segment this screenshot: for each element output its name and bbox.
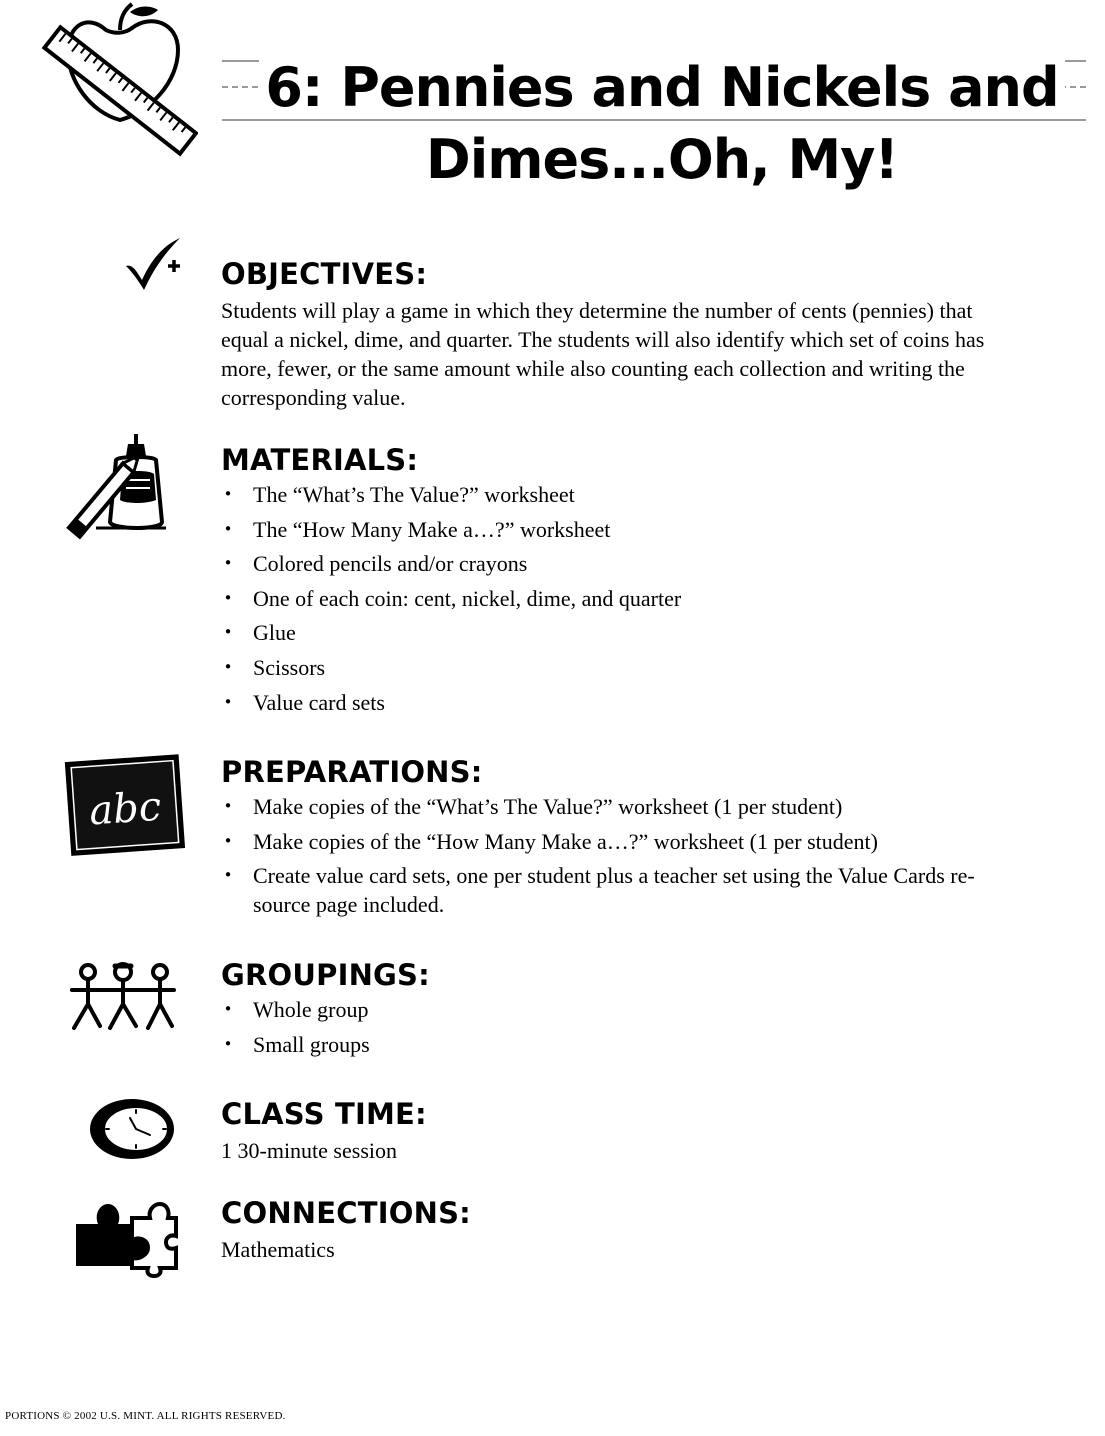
groupings-list — [221, 995, 1071, 1059]
objectives-text — [221, 296, 1071, 412]
chalkboard-abc-icon — [62, 750, 190, 862]
bullet: • — [223, 554, 233, 573]
bullet: • — [223, 1000, 233, 1018]
objectives-line-1: Students will play a game in which they determine the number of cents (pennies) that — [221, 298, 973, 323]
list-item-text: Colored pencils and/or crayons — [253, 551, 528, 577]
list-item-text: Create value card sets, one per student plus a teacher set using the Value Cards re- — [253, 863, 975, 889]
connections-text: Mathematics — [221, 1237, 335, 1262]
preparations-section — [221, 754, 1071, 925]
clock-icon — [86, 1094, 178, 1164]
apple-ruler-logo-icon — [28, 0, 198, 160]
list-item-text: Make copies of the “How Many Make a…?” worksheet (1 per student) — [253, 828, 878, 854]
bullet: • — [223, 588, 233, 607]
list-item — [221, 618, 1071, 647]
bullet: • — [223, 519, 233, 538]
preparations-heading: PREPARATIONS: — [221, 755, 483, 789]
list-item-text: The “What’s The Value?” worksheet — [253, 482, 575, 507]
objectives-section — [221, 256, 1071, 412]
class-time-text: 1 30-minute session — [221, 1138, 397, 1163]
checkmark-plus-icon — [122, 236, 186, 294]
objectives-line-2: equal a nickel, dime, and quarter. The students will also identify which set of coins has — [221, 327, 985, 352]
bullet: • — [223, 657, 233, 676]
chalkboard-text: abc — [87, 783, 163, 835]
bullet: • — [223, 797, 233, 815]
list-item-text: One of each coin: cent, nickel, dime, and quarter — [253, 585, 682, 611]
list-item-text: Value card sets — [253, 689, 385, 715]
bullet: • — [223, 1034, 233, 1053]
bullet: • — [223, 866, 233, 885]
bullet: • — [223, 485, 233, 503]
list-item — [221, 688, 1071, 717]
list-item-text: Whole group — [253, 997, 369, 1022]
list-item-text: Small groups — [253, 1031, 370, 1057]
list-item-text: The “How Many Make a…?” worksheet — [253, 516, 611, 542]
page-title-line1: 6: Pennies and Nickels and — [259, 56, 1064, 119]
class-time-section — [221, 1096, 1071, 1165]
objectives-line-4: corresponding value. — [221, 385, 406, 410]
list-item-text-continued: source page included. — [253, 892, 445, 918]
copyright-footer: PORTIONS © 2002 U.S. MINT. ALL RIGHTS RESERVED. — [5, 1410, 286, 1422]
list-item — [221, 995, 1071, 1024]
list-item — [221, 480, 1071, 509]
groupings-heading: GROUPINGS: — [221, 958, 430, 992]
list-item-text: Scissors — [253, 654, 326, 680]
objectives-heading: OBJECTIVES: — [221, 257, 428, 291]
class-time-heading: CLASS TIME: — [221, 1097, 427, 1131]
list-item — [221, 515, 1071, 544]
materials-section — [221, 442, 1071, 722]
groupings-section — [221, 957, 1071, 1064]
materials-list — [221, 480, 1071, 717]
objectives-line-3: more, fewer, or the same amount while also counting each collection and writing the — [221, 356, 965, 381]
page-title-line2: Dimes...Oh, My! — [420, 128, 904, 191]
bullet: • — [223, 831, 233, 850]
puzzle-piece-icon — [70, 1196, 180, 1278]
preparations-list — [221, 792, 1071, 919]
list-item — [221, 549, 1071, 578]
list-item — [221, 792, 1071, 821]
page-title — [222, 52, 1102, 196]
list-item — [221, 584, 1071, 613]
list-item — [221, 861, 1071, 919]
list-item-text: Glue — [253, 620, 296, 646]
materials-heading: MATERIALS: — [221, 443, 419, 477]
list-item — [221, 653, 1071, 682]
bullet: • — [223, 623, 233, 642]
list-item — [221, 1030, 1071, 1059]
people-group-icon — [68, 960, 178, 1034]
list-item-text: Make copies of the “What’s The Value?” worksheet (1 per student) — [253, 794, 843, 819]
connections-heading: CONNECTIONS: — [221, 1196, 471, 1230]
list-item — [221, 827, 1071, 856]
connections-section — [221, 1195, 1071, 1264]
bullet: • — [223, 692, 233, 711]
glue-pencil-icon — [66, 430, 174, 540]
